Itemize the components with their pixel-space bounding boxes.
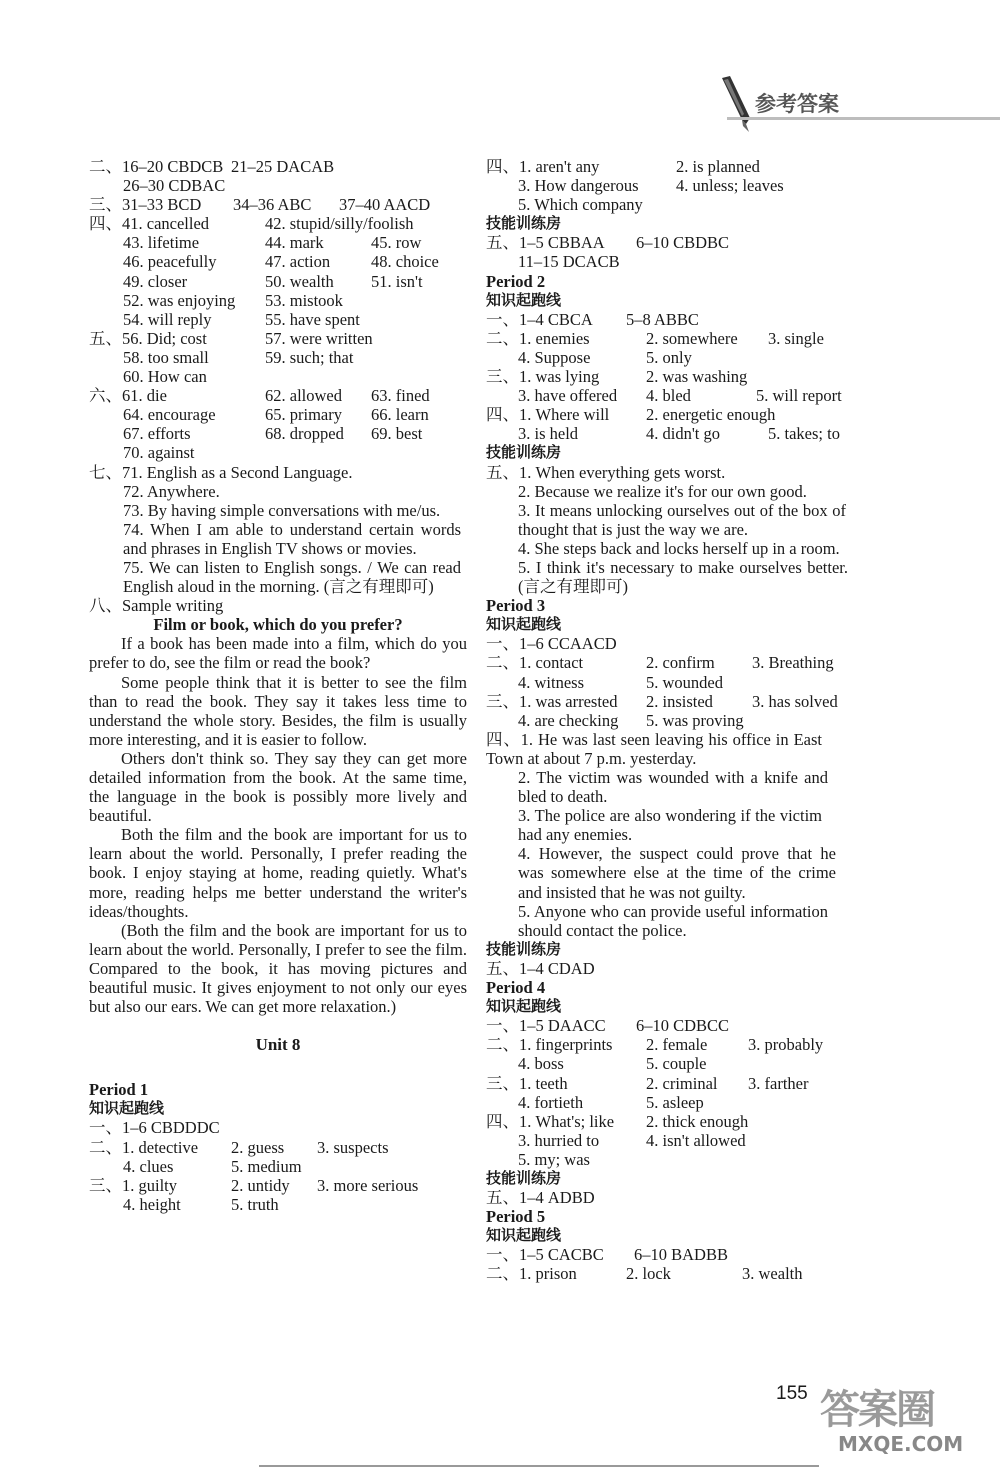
answer-text: 5. will report bbox=[756, 386, 842, 406]
right-column bbox=[486, 157, 862, 1284]
answer-line bbox=[89, 252, 467, 271]
essay-paragraph: Some people think that it is better to see the film than to read the book. They say it takes less time to understand the whole story. Besides, the film is usually more interesting, and it is easier to follow. bbox=[89, 672, 467, 749]
answer-text: 57. were written bbox=[265, 328, 373, 348]
answer-text: 3. Breathing bbox=[752, 653, 834, 673]
page-number: 155 bbox=[776, 1383, 808, 1404]
answer-line bbox=[486, 176, 862, 195]
bottom-rule bbox=[259, 1465, 819, 1467]
answer-text: 54. will reply bbox=[123, 309, 212, 329]
period-title: Period 4 bbox=[486, 978, 546, 998]
answer-line bbox=[89, 424, 467, 443]
answer-line bbox=[486, 711, 862, 730]
answer-text: 六、61. die bbox=[89, 386, 167, 406]
period-title: Period 2 bbox=[486, 271, 546, 291]
answer-text: 2. untidy bbox=[231, 1175, 290, 1195]
answer-text: 一、1–6 CBDDDC bbox=[89, 1118, 220, 1138]
answer-text: 二、1. enemies bbox=[486, 328, 590, 348]
answer-line bbox=[486, 386, 862, 405]
answer-line bbox=[486, 653, 862, 672]
answer-text: 2. thick enough bbox=[646, 1111, 749, 1131]
answer-text: 一、1–5 CACBC bbox=[486, 1245, 604, 1265]
answer-line bbox=[486, 348, 862, 367]
answer-line bbox=[89, 195, 467, 214]
answer-line bbox=[89, 367, 467, 386]
answer-line bbox=[486, 310, 862, 329]
period-title: Period 5 bbox=[486, 1207, 546, 1227]
answer-text: 3. wealth bbox=[742, 1264, 803, 1284]
answer-line bbox=[486, 195, 862, 214]
answer-text: 50. wealth bbox=[265, 271, 334, 291]
answer-text: 3. suspects bbox=[317, 1137, 389, 1157]
answer-line bbox=[89, 176, 467, 195]
answer-text: 5. my; was bbox=[518, 1149, 590, 1169]
answer-line bbox=[89, 157, 467, 176]
answer-text: 3. single bbox=[768, 328, 824, 348]
answer-text: 五、1–4 ADBD bbox=[486, 1188, 595, 1208]
answer-text: 5. takes; to bbox=[768, 424, 840, 444]
answer-text: 60. How can bbox=[123, 367, 207, 387]
answer-73: 73. By having simple conversations with me/us. bbox=[123, 500, 441, 520]
answer-line bbox=[486, 405, 862, 424]
section-label: 技能训练房 bbox=[486, 214, 562, 233]
answer-text: 2. energetic enough bbox=[646, 405, 776, 425]
answer-text: 三、1. was lying bbox=[486, 367, 600, 387]
answer-text: 6–10 BADBB bbox=[634, 1245, 728, 1265]
answer-text: 37–40 AACD bbox=[339, 195, 431, 215]
answer-text: 五、1–5 CBBAA bbox=[486, 233, 605, 253]
answer-text: 6–10 CBDBC bbox=[636, 233, 730, 253]
answer-text: 4. are checking bbox=[518, 710, 619, 730]
answer-text: 4. boss bbox=[518, 1054, 564, 1074]
answer-text: 4. didn't go bbox=[646, 424, 721, 444]
answer-line bbox=[486, 1188, 862, 1207]
answer-line bbox=[89, 405, 467, 424]
period-title: Period 1 bbox=[89, 1080, 149, 1100]
watermark-site: MXQE.COM bbox=[838, 1432, 964, 1456]
answer-text: 五、1–4 CDAD bbox=[486, 958, 595, 978]
answer-line bbox=[486, 463, 862, 482]
answer-text: 42. stupid/silly/foolish bbox=[265, 214, 414, 234]
answer-text: 3. hurried to bbox=[518, 1130, 600, 1150]
unit-title: Unit 8 bbox=[255, 1035, 301, 1055]
answer-text: 70. against bbox=[123, 443, 195, 463]
answer-text: 4. fortieth bbox=[518, 1092, 584, 1112]
answer-item: 5. Anyone who can provide useful information should contact the police. bbox=[518, 901, 828, 940]
answer-line bbox=[89, 386, 467, 405]
answer-text: 6–10 CDBCC bbox=[636, 1016, 730, 1036]
answer-line bbox=[486, 424, 862, 443]
essay-paragraph: Others don't think so. They say they can get more detailed information from the book. At the same time, the language in the book is possibly more lively and beautiful. bbox=[89, 748, 467, 826]
answer-text: 2. somewhere bbox=[646, 328, 738, 348]
answer-text: 3. has solved bbox=[752, 691, 838, 711]
answer-text: 2. confirm bbox=[646, 653, 715, 673]
answer-text: 五、56. Did; cost bbox=[89, 328, 207, 348]
answer-text: 69. best bbox=[371, 424, 423, 444]
essay-title: Film or book, which do you prefer? bbox=[153, 615, 403, 635]
answer-text: 5. was proving bbox=[646, 710, 744, 730]
answer-74: 74. When I am able to understand certain words and phrases in English TV shows or movies. bbox=[123, 519, 461, 558]
essay-paragraph: If a book has been made into a film, which do you prefer to do, see the film or read the book? bbox=[89, 634, 467, 673]
answer-item: 4. She steps back and locks herself up in a room. bbox=[518, 538, 840, 558]
answer-text: 二、1. contact bbox=[486, 653, 584, 673]
answer-text: 三、1. teeth bbox=[486, 1073, 568, 1093]
answer-line bbox=[89, 329, 467, 348]
answer-line bbox=[89, 272, 467, 291]
answer-item: 4. However, the suspect could prove that he was somewhere else at the time of the crime and insisted that he was not guilty. bbox=[518, 844, 836, 902]
answer-item: 3. The police are also wondering if the victim had any enemies. bbox=[518, 806, 822, 845]
answer-text: 一、1–6 CCAACD bbox=[486, 634, 617, 654]
answer-text: 49. closer bbox=[123, 271, 188, 291]
answer-text: 4. witness bbox=[518, 672, 584, 692]
answer-text: 4. unless; leaves bbox=[676, 176, 784, 196]
answer-line bbox=[89, 233, 467, 252]
answer-line bbox=[486, 673, 862, 692]
answer-text: 七、71. English as a Second Language. bbox=[89, 462, 353, 482]
answer-text: 67. efforts bbox=[123, 424, 191, 444]
answer-text: 11–15 DCACB bbox=[518, 252, 620, 272]
pen-icon bbox=[716, 74, 756, 139]
answer-line bbox=[89, 463, 467, 482]
answer-text: 三、1. was arrested bbox=[486, 691, 618, 711]
answer-text: 45. row bbox=[371, 233, 422, 253]
answer-text: 52. was enjoying bbox=[123, 290, 236, 310]
answer-line bbox=[89, 443, 467, 462]
answer-text: 58. too small bbox=[123, 347, 209, 367]
answer-text: 三、31–33 BCD bbox=[89, 195, 202, 215]
answer-text: 66. learn bbox=[371, 405, 429, 425]
answer-text: 五、1. When everything gets worst. bbox=[486, 462, 726, 482]
watermark-logo: 答案圈 bbox=[820, 1387, 934, 1433]
answer-line bbox=[486, 233, 862, 252]
period-title: Period 3 bbox=[486, 596, 546, 616]
essay-paragraph: (Both the film and the book are important for us to learn about the world. Personally, I prefer to see the film. Compared to the book, it has moving pictures and beautiful music. It gives enjoyment to not only our eyes but also our ears. We can get more relaxation.) bbox=[89, 920, 467, 1017]
answer-text: 四、1. Where will bbox=[486, 405, 610, 425]
left-top-answers bbox=[89, 157, 467, 501]
answer-line bbox=[486, 1131, 862, 1150]
answer-line bbox=[486, 1074, 862, 1093]
answer-text: 二、1. prison bbox=[486, 1264, 577, 1284]
answer-text: 4. height bbox=[123, 1194, 181, 1214]
answer-text: 44. mark bbox=[265, 233, 324, 253]
essay-paragraph: Both the film and the book are important for us to learn about the world. Personally, I prefer reading the book. I enjoy staying at home, reading quietly. What's more, reading helps me better understand the writer's ideas/thoughts. bbox=[89, 825, 467, 921]
header-title: 参考答案 bbox=[755, 92, 839, 116]
answer-line bbox=[89, 1118, 467, 1137]
answer-text: 51. isn't bbox=[371, 271, 423, 291]
answer-text: 2. female bbox=[646, 1035, 708, 1055]
answer-text: 5. Which company bbox=[518, 195, 643, 215]
answer-text: 4. bled bbox=[646, 386, 691, 406]
answer-line bbox=[486, 1245, 862, 1264]
answer-text: 55. have spent bbox=[265, 309, 360, 329]
answer-text: 三、1. guilty bbox=[89, 1175, 178, 1195]
answer-line bbox=[486, 1264, 862, 1283]
answer-text: 5. wounded bbox=[646, 672, 723, 692]
answer-text: 一、1–5 DAACC bbox=[486, 1016, 606, 1036]
answer-text: 63. fined bbox=[371, 386, 430, 406]
section-label: 知识起跑线 bbox=[486, 290, 562, 309]
answer-line bbox=[486, 1112, 862, 1131]
answer-text: 5. only bbox=[646, 347, 692, 367]
answer-text: 2. criminal bbox=[646, 1073, 718, 1093]
answer-line bbox=[486, 1150, 862, 1169]
answer-text: 72. Anywhere. bbox=[123, 481, 220, 501]
answer-line bbox=[486, 692, 862, 711]
answer-line bbox=[89, 1157, 467, 1176]
answer-text: 2. is planned bbox=[676, 157, 760, 176]
answer-text: 3. probably bbox=[748, 1035, 824, 1055]
answer-line bbox=[486, 252, 862, 271]
answer-text: 4. clues bbox=[123, 1156, 174, 1176]
answer-text: 59. such; that bbox=[265, 347, 354, 367]
answer-text: 3. more serious bbox=[317, 1175, 419, 1195]
answer-line bbox=[486, 1054, 862, 1073]
answer-text: 四、1. aren't any bbox=[486, 157, 600, 176]
answer-text: 46. peacefully bbox=[123, 252, 217, 272]
answer-text: 34–36 ABC bbox=[233, 195, 312, 215]
answer-item: 2. The victim was wounded with a knife and bled to death. bbox=[518, 768, 828, 807]
answer-text: 5. medium bbox=[231, 1156, 302, 1176]
answer-text: 2. guess bbox=[231, 1137, 285, 1157]
sample-writing-label bbox=[89, 596, 467, 615]
section-label: 知识起跑线 bbox=[486, 997, 562, 1016]
answer-text: 5–8 ABBC bbox=[626, 309, 699, 329]
answer-text: 四、41. cancelled bbox=[89, 214, 210, 234]
answer-line bbox=[486, 1035, 862, 1054]
answer-text: 65. primary bbox=[265, 405, 342, 425]
answer-line bbox=[486, 1016, 862, 1035]
answer-text: 48. choice bbox=[371, 252, 439, 272]
answer-line bbox=[89, 1176, 467, 1195]
answer-text: 2. lock bbox=[626, 1264, 671, 1284]
header-rule bbox=[727, 117, 1000, 120]
answer-text: 二、1. detective bbox=[89, 1137, 199, 1157]
answer-line bbox=[486, 1093, 862, 1112]
answer-text: 4. isn't allowed bbox=[646, 1130, 746, 1150]
answer-line bbox=[89, 214, 467, 233]
section-label: 知识起跑线 bbox=[89, 1099, 165, 1118]
answer-item: 四、1. He was last seen leaving his office in East Town at about 7 p.m. yesterday. bbox=[486, 729, 822, 768]
answer-line bbox=[486, 329, 862, 348]
answer-line bbox=[486, 367, 862, 386]
answer-text: 3. have offered bbox=[518, 386, 618, 406]
answer-75: 75. We can listen to English songs. / We can read English aloud in the morning. (言之有理即可) bbox=[123, 557, 461, 597]
answer-text: 62. allowed bbox=[265, 386, 342, 406]
answer-line bbox=[89, 310, 467, 329]
answer-text: 5. truth bbox=[231, 1194, 279, 1214]
answer-text: 47. action bbox=[265, 252, 331, 272]
answer-text: 26–30 CDBAC bbox=[123, 176, 226, 196]
section-label: 知识起跑线 bbox=[486, 1226, 562, 1245]
answer-text: 八、Sample writing bbox=[89, 596, 224, 616]
answer-text: 5. couple bbox=[646, 1054, 707, 1074]
answer-line bbox=[89, 1195, 467, 1214]
answer-item: 2. Because we realize it's for our own good. bbox=[518, 481, 807, 501]
section-label: 技能训练房 bbox=[486, 939, 562, 958]
answer-text: 43. lifetime bbox=[123, 233, 200, 253]
answer-text: 2. insisted bbox=[646, 691, 713, 711]
section-label: 技能训练房 bbox=[486, 1168, 562, 1187]
answer-text: 二、16–20 CBDCB bbox=[89, 157, 224, 176]
answer-line bbox=[89, 348, 467, 367]
answer-text: 5. asleep bbox=[646, 1092, 704, 1112]
answer-item: 3. It means unlocking ourselves out of the box of thought that is just the way we are. bbox=[518, 500, 846, 539]
answer-line bbox=[89, 482, 467, 501]
left-column bbox=[89, 157, 467, 1214]
answer-text: 2. was washing bbox=[646, 367, 748, 387]
answer-text: 3. is held bbox=[518, 424, 579, 444]
answer-text: 64. encourage bbox=[123, 405, 216, 425]
answer-text: 四、1. What's; like bbox=[486, 1111, 615, 1131]
answer-text: 53. mistook bbox=[265, 290, 343, 310]
answer-text: 3. farther bbox=[748, 1073, 809, 1093]
answer-text: 二、1. fingerprints bbox=[486, 1035, 613, 1055]
section-label: 知识起跑线 bbox=[486, 615, 562, 634]
section-label: 技能训练房 bbox=[486, 443, 562, 462]
answer-text: 21–25 DACAB bbox=[231, 157, 335, 176]
answer-text: 4. Suppose bbox=[518, 347, 591, 367]
answer-line bbox=[89, 291, 467, 310]
answer-text: 3. How dangerous bbox=[518, 176, 639, 196]
answer-text: 一、1–4 CBCA bbox=[486, 309, 593, 329]
answer-item: 5. I think it's necessary to make ourselves better. (言之有理即可) bbox=[518, 557, 848, 597]
answer-line bbox=[486, 959, 862, 978]
answer-line bbox=[89, 1138, 467, 1157]
answer-text: 68. dropped bbox=[265, 424, 344, 444]
answer-line bbox=[486, 634, 862, 653]
answer-line bbox=[486, 157, 862, 176]
